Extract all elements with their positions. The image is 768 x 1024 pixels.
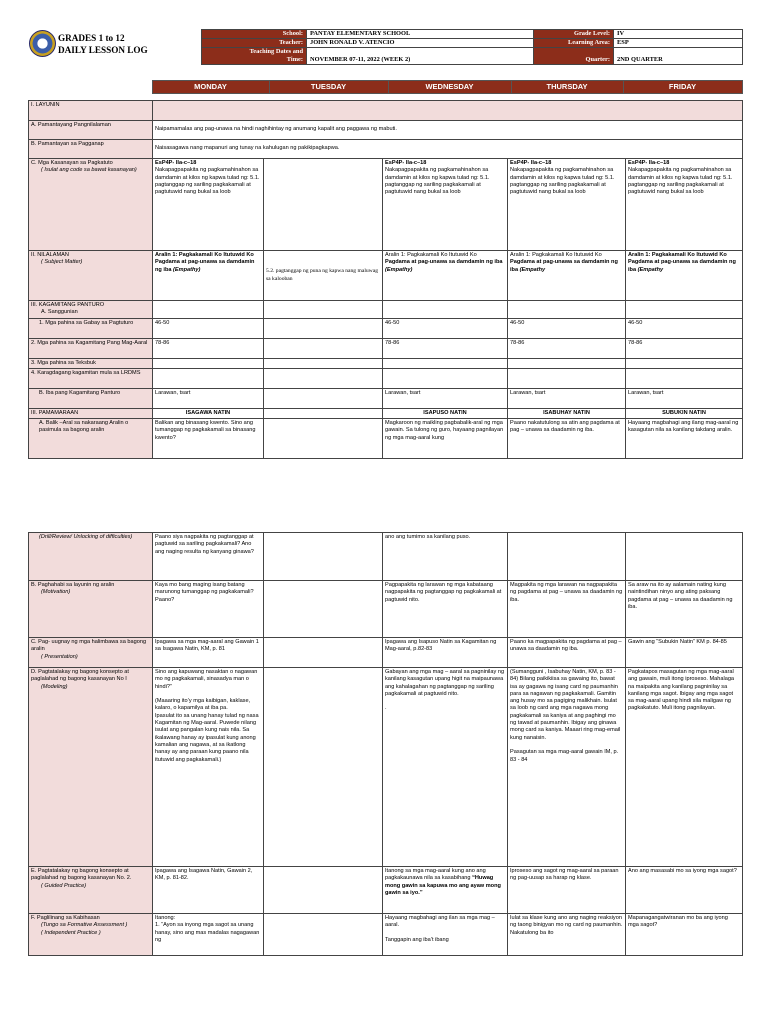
pamantayan-pagganap-text: Naisasagawa nang mapanuri ang tunay na kahulugan ng pakikipagkapwa. — [153, 140, 743, 159]
dates-value: NOVEMBER 07-11, 2022 (WEEK 2) — [307, 48, 534, 65]
day-monday: MONDAY — [152, 81, 269, 94]
day-thursday: THURSDAY — [511, 81, 623, 94]
lesson-table-page1: I. LAYUNIN A. Pamantayang Pangnilalaman Naipamamalas ang pag-unawa na hindi naghihintay ng anumang kapalit ang paggawa ng mabuti. B. Pamantayan sa Pagganap Naisasagawa nang mapanuri ang tunay na kahulugan ng pakikipagkapwa. C. Mga Kasanayan sa Pagkatuto ( Isulat ang code sa bawat kasanayan) EsP4P- IIa-c–18 Nakapagpapakita ng pagkamahinahon sa damdamin at kilos ng kapwa tulad ng: 5.1. pagtanggap ng sariling pagkakamali at pagtutuwid nang bukal sa loob EsP4P- IIa-c–18 Nakapagpapakita ng pagkamahinahon sa damdamin at kilos ng kapwa tulad ng: 5.1. pagtanggap ng sariling pagkakamali at pagtutuwid nang bukal sa loob EsP4P- IIa-c–18 Nakapagpapakita ng pagkamahinahon sa damdamin at kilos ng kapwa tulad ng: 5.1. pagtanggap ng sariling pagkakamali at pagtutuwid nang bukal sa loob EsP4P- IIa-c–18 Nakapagpapakita ng pagkamahinahon sa damdamin at kilos ng kapwa tulad ng: 5.1. pagtanggap ng sariling pagkakamali at pagtutuwid nang bukal sa loob II. NILALAMAN ( Subject Matter) Aralin 1: Pagkakamali Ko Itutuwid Ko Pagdama at pag-unawa sa damdamin ng iba (Empathy) 5.2. pagtanggap ng puna ng kapwa nang maluwag sa kalooban Aralin 1: Pagkakamali Ko Itutuwid Ko Pagdama at pag-unawa sa damdamin ng iba (Empathy) Aralin 1: Pagkakamali Ko Itutuwid Ko Pagdama at pag-unawa sa damdamin ng iba (Empathy Aralin 1: Pagkakamali Ko Itutuwid Ko Pagdama at pag-unawa sa damdamin ng iba (Empathy III. KAGAMITANG PANTURO A. Sanggunian 1. Mga pahina sa Gabay sa Pagtuturo 46-50 46-50 46-50 46-50 2. Mga pahina sa Kagamitang Pang Mag-Aaral 78-86 78-86 78-86 78-86 3. Mga pahina sa Teksbuk 4. Karagdagang kagamitan mula sa LRDMS B. Iba pang Kagamitang Panturo Larawan, tsart Larawan, tsart Larawan, tsart Larawan, tsart III. PAMAMARAAN ISAGAWA NATIN ISAPUSO NATIN ISABUHAY NATIN SUBUKIN NATIN A. Balik –Aral sa nakaraang Aralin o pasimula sa bagong aralin Balikan ang binasang kwento. Sino ang tumanggap ng pagkakamali sa binasang kwento? Magkaroon ng maikling pagbabalik-aral ng mga gawain. Sa tulong ng guro, hayaang pagnilayan ng mga mag-aaral kung Paano nakatutulong sa atin ang pagdama at pag – unawa sa daadamin ng iba. Hayaang magbahagi ang ilang mag-aaral ng kasagutan nila sa kanilang takdang aralin. — [28, 100, 742, 459]
drill-label: (Drill/Review/ Unlocking of difficulties) — [29, 533, 153, 581]
pamantayan-pagganap-label: B. Pamantayan sa Pagganap — [29, 140, 153, 159]
kasanayan-note: ( Isulat ang code sa bawat kasanayan) — [41, 167, 137, 174]
school-value: PANTAY ELEMENTARY SCHOOL — [307, 30, 534, 39]
deped-seal-logo — [29, 30, 56, 57]
iba-pang-kagamitan-label: B. Iba pang Kagamitang Panturo — [29, 388, 153, 408]
day-friday: FRIDAY — [623, 81, 742, 94]
kasanayan-thursday: Nakapagpapakita ng pagkamahinahon sa damdamin at kilos ng kapwa tulad ng: 5.1. pagtanggap ng sariling pagkakamali at pagtutuwid nang bukal sa loob — [510, 167, 615, 196]
day-wednesday: WEDNESDAY — [388, 81, 511, 94]
document-title: GRADES 1 to 12 DAILY LESSON LOG — [58, 33, 148, 55]
modeling-label: D. Pagtatalakay ng bagong konsepto at paglalahad ng bagong kasanayan No I — [31, 669, 129, 683]
area-value: ESP — [614, 39, 743, 48]
teksbuk-label: 3. Mga pahina sa Teksbuk — [29, 358, 153, 368]
days-header — [28, 80, 742, 94]
kagamitang-mag-aaral-label: 2. Mga pahina sa Kagamitang Pang Mag-Aaral — [29, 338, 153, 358]
gabay-label: 1. Mga pahina sa Gabay sa Pagtuturo — [29, 318, 153, 338]
independent-practice-label: F. Paglilinang sa Kabihasan — [31, 915, 100, 921]
day-tuesday: TUESDAY — [269, 81, 388, 94]
teacher-value: JOHN RONALD V. ATENCIO — [307, 39, 534, 48]
lesson-table-page2: (Drill/Review/ Unlocking of difficulties) Paano siya nagpakita ng pagtanggap at pagtuwid sa sariling pagkakamali? Ano ang naging resulta ng kanyang ginawa? ano ang tumimo sa kanilang puso. B. Paghahabi sa layunin ng aralin (Motivation) Kaya mo bang maging isang batang marunong tumanggap ng pagkakamali? Paano? Pagpapakita ng larawan ng mga kabataang nagpapakita ng pagtanggap ng pagkakamali at pagtuwid nito. Magpakita ng mga larawan na nagpapakita ng pagdama at pag – unawa sa daadamin ng iba. Sa araw na ito ay aalamain nating kung naintindihan ninyo ang ating paksang pagdama at pag – unawa sa daadamin ng iba. C. Pag- uugnay ng mga halimbawa sa bagong aralin ( Presentation) Ipagawa sa mga mag-aaral ang Gawain 1 sa Isagawa Natin, KM, p. 81 Ipagawa ang Isapuso Natin sa Kagamitan ng Mag-aaral, p.82-83 Paano ka magpapakita ng pagdama at pag – unawa sa daadamin ng iba. Gawin ang “Subukin Natin” KM p. 84-85 D. Pagtatalakay ng bagong konsepto at paglalahad ng bagong kasanayan No I (Modeling) Sino ang kapuwang nasaktan o nagawan mo ng pagkakamali, sinasadya man o hindi?” (Maaaring ito’y mga kaibigan, kaklase, kalaro, o kapamilya at iba pa. Ipasulat ito sa unang hanay tulad ng nasa Kagamitan ng Mag-aaral. Puwede nilang isulat ang pangalan kung nais nila. Sa ikalawang hanay ay ipasulat kung anong kamalian ang nagawa, at sa ikatlong hanay ay ang paraan kung paano nila itutuwid ang pagkakamali.) Gabayan ang mga mag – aaral sa pagninilay ng kanilang kasagutan upang higit na maipaunawa ang kahalagahan ng pagtanggap ng sariling pagkakamali at pagtuwid nito. . (Sumangguni , Isabuhay Natin, KM, p. 83 - 84) Bilang paikikiisa sa gawaing ito, bawat isa ay gagawa ng isang card ng paumanhin para sa nagawan ng pagkakamali. Gamitin ang husay mo sa pagiging malikhain. Isulat sa loob ng card ang mga nagawa mong pagkakamali sa kaniya at ang paghingi mo ng tawad at paumanhin. Ibigay ang ginawa mong card sa kaniya. Maaari ring mag-email kung nanaisin. Pasagutan sa mga mag-aaral gawain IM, p. 83 - 84 Pagkatapos masagutan ng mga mag-aaral ang gawain, muli itong iproseso. Mahalaga na maipakita ang kanilang pagninilay sa kanilang mga sagot. Ibigay ang mga sagot sa mag-aaral upang hindi sila maligaw ng pagkakatuto. Muli itong pagnilayan. E. Pagtatalakay ng bagong konsepto at paglalahad ng bagong kasanayan No. 2. ( Guided Practice) Ipagawa ang Isagawa Natin, Gawain 2, KM, p. 81-82. Itanong sa mga mag-aaral kung ano ang pagkakaunawa nila sa kasabihang “Huwag mong gawin sa kapuwa mo ang ayaw mong gawin sa iyo.” Iproseso ang sagot ng mag-aaral sa paraan ng pag-uusap sa harap ng klase. Ano ang masasabi mo sa iyong mga sagot? F. Paglilinang sa Kabihasan (Tungo sa Formative Assessment ) ( Independent Practice ) Itanong: 1. “Ayon sa inyong mga sagot sa unang hanay, sino ang mas madalas nagagawan ng Hayaang magbahagi ang ilan sa mga mag – aaral. Tanggapin ang iba’t ibang Iulat sa klase kung ano ang naging reaksiyon ng taong binigyan mo ng card ng paumanhin. Nakatulong ba ito Mapanagangatwiranan mo ba ang iyong mga sagot? — [28, 532, 742, 956]
nilalaman-label: II. NILALAMAN — [31, 252, 69, 258]
quarter-value: 2ND QUARTER — [614, 48, 743, 65]
motivation-label: B. Paghahabi sa layunin ng aralin — [31, 582, 115, 588]
nilalaman-tuesday: 5.2. pagtanggap ng puna ng kapwa nang maluwag sa kalooban — [264, 251, 383, 301]
grade-value: IV — [614, 30, 743, 39]
kasanayan-label: C. Mga Kasanayan sa Pagkatuto — [31, 160, 113, 166]
kasanayan-wednesday: Nakapagpapakita ng pagkamahinahon sa damdamin at kilos ng kapwa tulad ng: 5.1. pagtanggap ng sariling pagkakamali at pagtutuwid nang bukal sa loob — [385, 167, 490, 196]
balik-aral-label: A. Balik –Aral sa nakaraang Aralin o pasimula sa bagong aralin — [29, 419, 153, 459]
pamamaraan-label: III. PAMAMARAAN — [29, 408, 153, 418]
pamantayang-pangnilalaman-text: Naipamamalas ang pag-unawa na hindi naghihintay ng anumang kapalit ang paggawa ng mabuti. — [153, 121, 743, 140]
layunin-label: I. LAYUNIN — [29, 101, 153, 121]
guided-practice-label: E. Pagtatalakay ng bagong konsepto at paglalahad ng bagong kasanayan No. 2. — [31, 868, 132, 882]
kasanayan-monday: Nakapagpapakita ng pagkamahinahon sa damdamin at kilos ng kapwa tulad ng: 5.1. pagtanggap ng sariling pagkakamali at pagtutuwid nang bukal sa loob — [155, 167, 260, 196]
header-info-table: School: PANTAY ELEMENTARY SCHOOL Grade Level: IV Teacher: JOHN RONALD V. ATENCIO Learning Area: ESP Teaching Dates and Time: NOVEMBER 07-11, 2022 (WEEK 2) Quarter: 2ND QUARTER — [201, 29, 742, 65]
pamantayang-pangnilalaman-label: A. Pamantayang Pangnilalaman — [29, 121, 153, 140]
lrdms-label: 4. Karagdagang kagamitan mula sa LRDMS — [29, 368, 153, 388]
kasanayan-friday: Nakapagpapakita ng pagkamahinahon sa damdamin at kilos ng kapwa tulad ng: 5.1. pagtanggap ng sariling pagkakamali at pagtutuwid nang bukal sa loob — [628, 167, 733, 196]
presentation-label: C. Pag- uugnay ng mga halimbawa sa bagong aralin — [31, 639, 147, 653]
kagamitang-panturo-label: III. KAGAMITANG PANTURO — [31, 302, 105, 308]
